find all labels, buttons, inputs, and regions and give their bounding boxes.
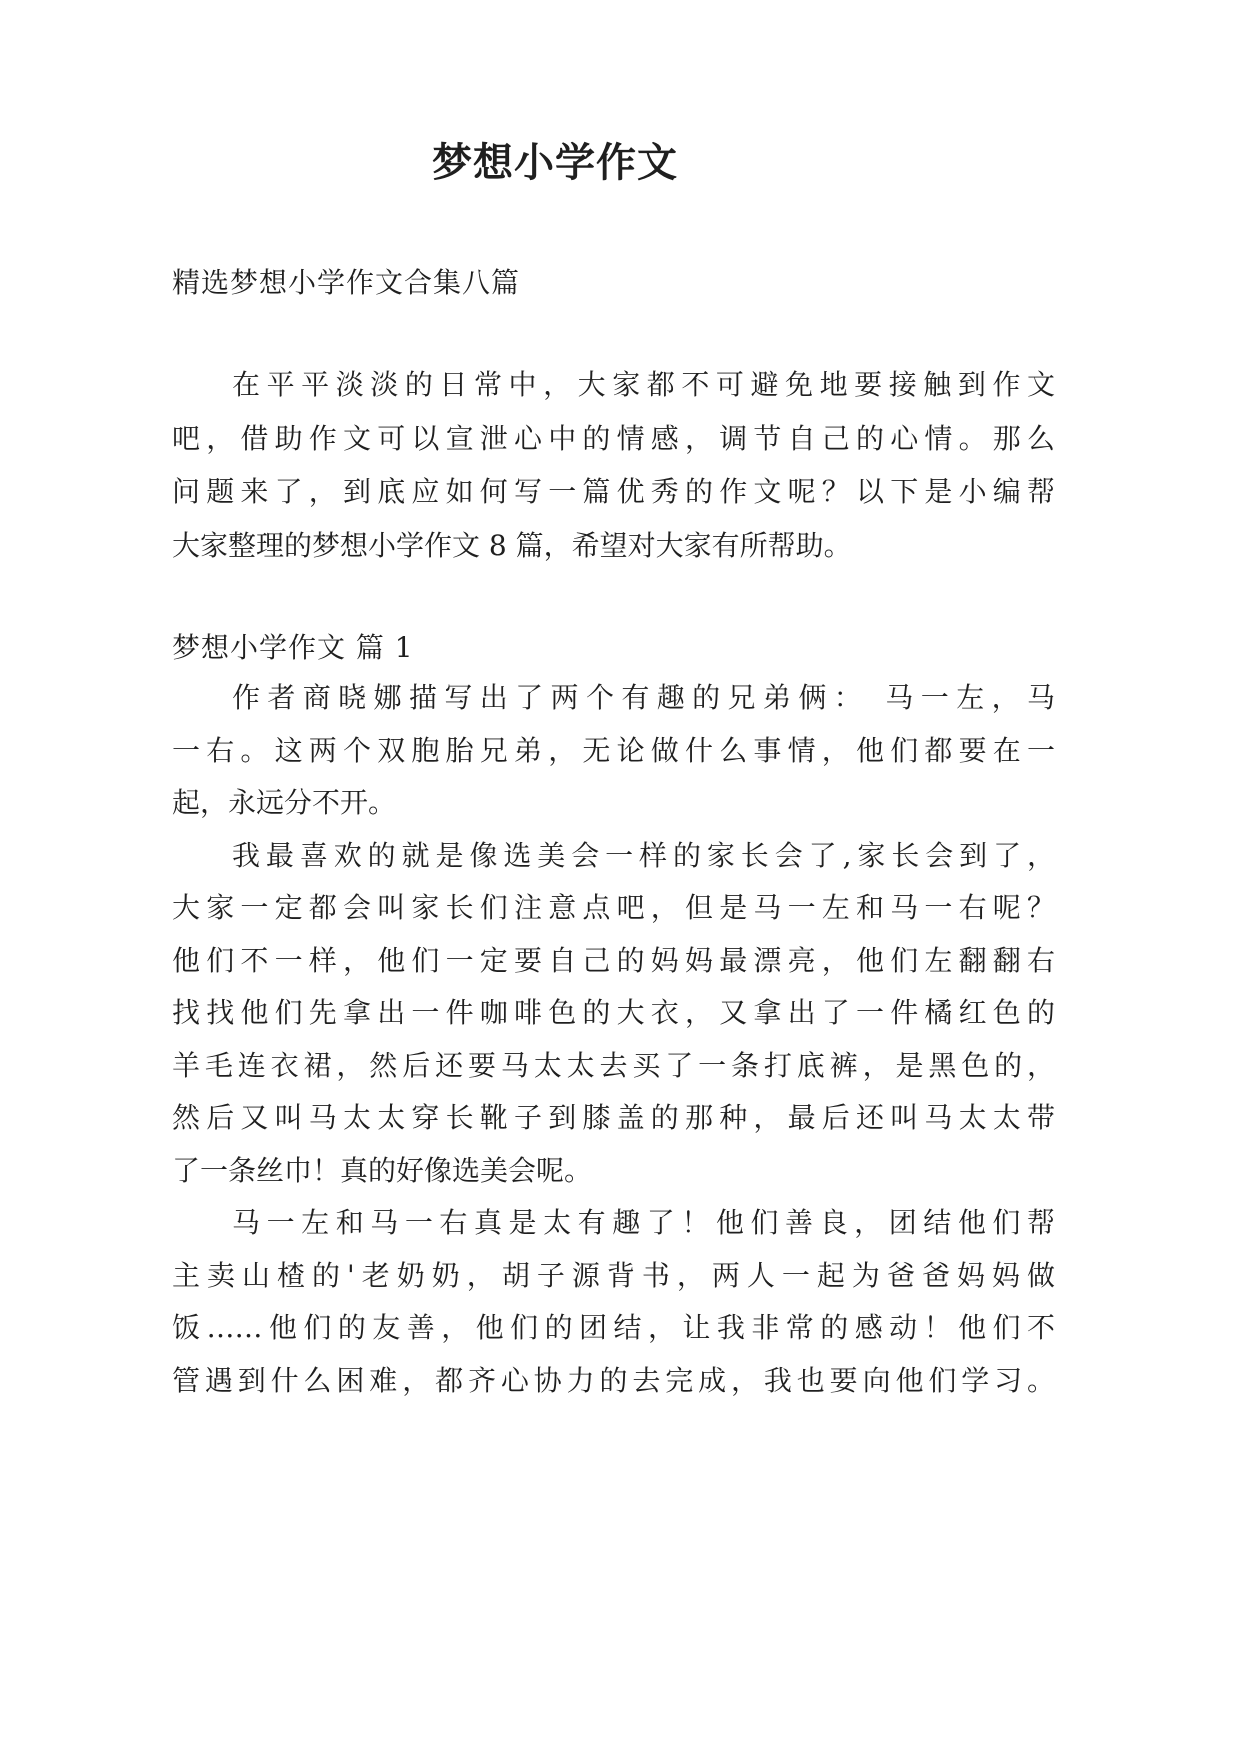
intro-paragraph	[172, 358, 1055, 572]
paragraph-line: 起，永远分不开。	[172, 786, 397, 819]
paragraph-line: 饭……他们的友善，他们的团结，让我非常的感动！他们不	[172, 1311, 1055, 1344]
paragraph-line: 了一条丝巾！真的好像选美会呢。	[172, 1153, 593, 1187]
paragraph-line: 吧，借助作文可以宣泄心中的情感，调节自己的心情。那么	[172, 421, 1055, 455]
paragraph-line: 我最喜欢的就是像选美会一样的家长会了,家长会到了，	[232, 838, 1055, 872]
paragraph	[172, 1197, 1055, 1407]
paragraph-line: 一右。这两个双胞胎兄弟，无论做什么事情，他们都要在一	[172, 733, 1055, 767]
paragraph-line: 他们不一样，他们一定要自己的妈妈最漂亮，他们左翻翻右	[172, 943, 1055, 977]
paragraph-line: 作者商晓娜描写出了两个有趣的兄弟俩： 马一左，马	[232, 681, 1055, 714]
paragraph-line: 问题来了，到底应如何写一篇优秀的作文呢？以下是小编帮	[172, 475, 1055, 508]
document-subtitle: 精选梦想小学作文合集八篇	[172, 266, 521, 299]
paragraph	[172, 830, 1055, 1198]
essay-body	[172, 672, 1055, 1407]
essay-heading: 梦想小学作文 篇 1	[172, 631, 414, 664]
paragraph-line: 羊毛连衣裙，然后还要马太太去买了一条打底裤，是黑色的，	[172, 1048, 1055, 1082]
paragraph-line: 在平平淡淡的日常中，大家都不可避免地要接触到作文	[232, 368, 1055, 401]
paragraph-line: 主卖山楂的'老奶奶，胡子源背书，两人一起为爸爸妈妈做	[172, 1258, 1055, 1292]
paragraph	[172, 672, 1055, 830]
paragraph-line: 大家一定都会叫家长们注意点吧，但是马一左和马一右呢？	[172, 891, 1055, 924]
paragraph-line: 管遇到什么困难，都齐心协力的去完成，我也要向他们学习。	[172, 1363, 1055, 1397]
document-title: 梦想小学作文	[432, 139, 678, 186]
paragraph-line: 大家整理的梦想小学作文 8 篇，希望对大家有所帮助。	[172, 528, 852, 562]
paragraph-line: 然后又叫马太太穿长靴子到膝盖的那种，最后还叫马太太带	[172, 1101, 1055, 1134]
paragraph-line: 马一左和马一右真是太有趣了！他们善良，团结他们帮	[232, 1206, 1055, 1239]
paragraph-line: 找找他们先拿出一件咖啡色的大衣，又拿出了一件橘红色的	[172, 996, 1055, 1029]
